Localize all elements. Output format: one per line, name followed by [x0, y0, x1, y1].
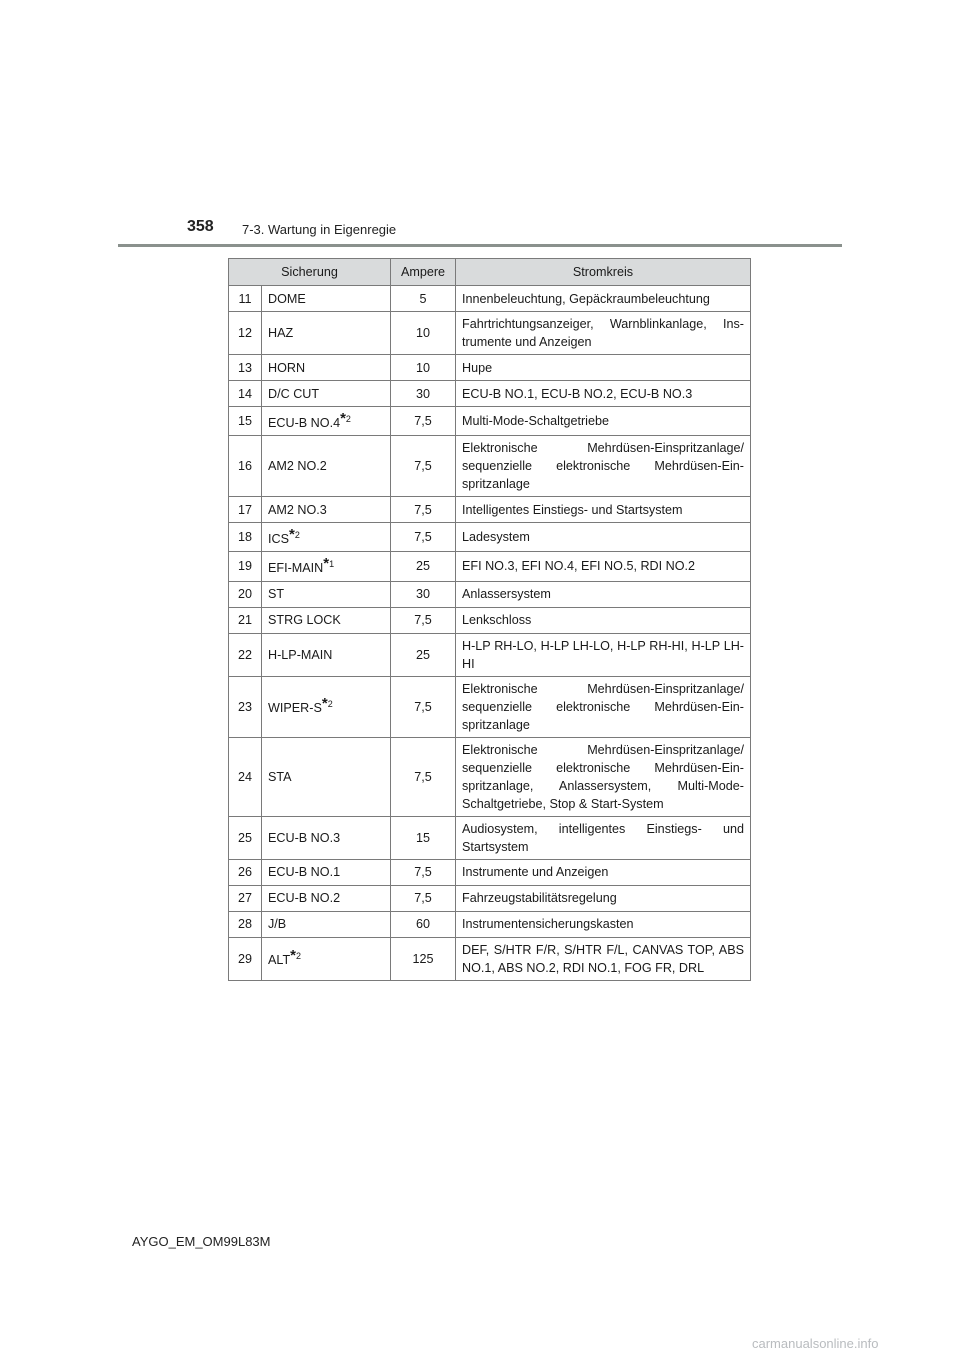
fuse-name: ECU-B NO.1	[268, 865, 341, 880]
fuse-number-cell: 14	[229, 381, 262, 407]
fuse-name-cell	[262, 286, 391, 312]
footnote-asterisk-icon: *	[321, 695, 328, 713]
fuse-number-cell: 20	[229, 581, 262, 607]
fuse-name-cell	[262, 859, 391, 885]
circuit-cell: Fahrzeugstabilitätsregelung	[456, 885, 751, 911]
table-row	[229, 312, 751, 355]
fuse-name-cell	[262, 552, 391, 581]
fuse-number-cell: 17	[229, 497, 262, 523]
circuit-cell: Instrumente und Anzeigen	[456, 859, 751, 885]
footnote-number: 2	[327, 699, 333, 710]
ampere-cell: 25	[391, 633, 456, 676]
fuse-name-cell	[262, 436, 391, 497]
circuit-cell: H-LP RH-LO, H-LP LH-LO, H-LP RH-HI, H-LP LH-HI	[456, 633, 751, 676]
ampere-cell: 30	[391, 381, 456, 407]
fuse-number-cell: 21	[229, 607, 262, 633]
fuse-name-cell	[262, 607, 391, 633]
header-rule	[118, 244, 842, 247]
fuse-name: AM2 NO.2	[268, 459, 327, 474]
fuse-name: ECU-B NO.4	[268, 416, 341, 431]
circuit-cell: Elektronische Mehrdüsen-Einspritzanlage/ sequenzielle elektronische Mehrdüsen-Ein-spritzanlage	[456, 676, 751, 737]
fuse-name: H-LP-MAIN	[268, 647, 333, 662]
fuse-name: DOME	[268, 291, 306, 306]
fuse-number-cell: 27	[229, 885, 262, 911]
ampere-cell: 7,5	[391, 859, 456, 885]
fuse-number-cell: 13	[229, 355, 262, 381]
table-row	[229, 737, 751, 816]
fuse-name-cell	[262, 581, 391, 607]
table-row	[229, 523, 751, 552]
footnote-number: 2	[296, 951, 302, 962]
fuse-name-cell	[262, 911, 391, 937]
circuit-cell: DEF, S/HTR F/R, S/HTR F/L, CANVAS TOP, ABS NO.1, ABS NO.2, RDI NO.1, FOG FR, DRL	[456, 937, 751, 980]
fuse-number-cell: 12	[229, 312, 262, 355]
footnote-asterisk-icon: *	[290, 947, 297, 965]
fuse-name-cell	[262, 633, 391, 676]
ampere-cell: 10	[391, 355, 456, 381]
fuse-name: ST	[268, 587, 285, 602]
fuse-name: STRG LOCK	[268, 613, 341, 628]
fuse-name: AM2 NO.3	[268, 502, 327, 517]
document-code: AYGO_EM_OM99L83M	[132, 1234, 271, 1249]
fuse-name-cell	[262, 407, 391, 436]
fuse-name-cell	[262, 816, 391, 859]
fuse-name: ECU-B NO.2	[268, 891, 341, 906]
fuse-table-body	[229, 286, 751, 981]
circuit-cell: Anlassersystem	[456, 581, 751, 607]
fuse-number-cell: 16	[229, 436, 262, 497]
table-row	[229, 911, 751, 937]
fuse-name-cell	[262, 523, 391, 552]
ampere-cell: 7,5	[391, 497, 456, 523]
circuit-cell: Hupe	[456, 355, 751, 381]
fuse-number-cell: 23	[229, 676, 262, 737]
table-row	[229, 497, 751, 523]
ampere-cell: 7,5	[391, 607, 456, 633]
ampere-cell: 15	[391, 816, 456, 859]
footnote-number: 1	[329, 559, 335, 570]
ampere-cell: 7,5	[391, 885, 456, 911]
fuse-name: J/B	[268, 917, 287, 932]
ampere-cell: 5	[391, 286, 456, 312]
circuit-cell: Lenkschloss	[456, 607, 751, 633]
ampere-cell: 7,5	[391, 676, 456, 737]
ampere-cell: 7,5	[391, 523, 456, 552]
fuse-number-cell: 18	[229, 523, 262, 552]
footnote-asterisk-icon: *	[340, 410, 346, 428]
fuse-number-cell: 24	[229, 737, 262, 816]
table-row	[229, 676, 751, 737]
circuit-cell: ECU-B NO.1, ECU-B NO.2, ECU-B NO.3	[456, 381, 751, 407]
circuit-cell: Elektronische Mehrdüsen-Einspritzanlage/ sequenzielle elektronische Mehrdüsen-Ein-spritzanlage	[456, 436, 751, 497]
table-row	[229, 633, 751, 676]
table-row	[229, 859, 751, 885]
section-title: 7-3. Wartung in Eigenregie	[242, 222, 397, 237]
fuse-number-cell: 11	[229, 286, 262, 312]
table-row	[229, 581, 751, 607]
fuse-name: HAZ	[268, 326, 294, 340]
ampere-cell: 7,5	[391, 737, 456, 816]
fuse-number-cell: 15	[229, 407, 262, 436]
fuse-name: HORN	[268, 360, 306, 375]
footnote-number: 2	[345, 414, 351, 424]
fuse-name: EFI-MAIN	[268, 561, 324, 576]
fuse-name: STA	[268, 769, 292, 784]
fuse-name-cell	[262, 885, 391, 911]
table-row	[229, 407, 751, 436]
ampere-cell: 10	[391, 312, 456, 355]
table-row	[229, 885, 751, 911]
column-header-ampere: Ampere	[391, 259, 456, 286]
fuse-number-cell: 22	[229, 633, 262, 676]
table-row	[229, 286, 751, 312]
circuit-cell: Intelligentes Einstiegs- und Startsystem	[456, 497, 751, 523]
fuse-table	[228, 258, 751, 981]
footnote-asterisk-icon: *	[323, 555, 330, 573]
footnote-number: 2	[294, 530, 300, 541]
fuse-name-cell	[262, 497, 391, 523]
table-row	[229, 816, 751, 859]
ampere-cell: 125	[391, 937, 456, 980]
fuse-name: WIPER-S	[268, 701, 322, 716]
page-number: 358	[187, 218, 214, 235]
table-row	[229, 607, 751, 633]
fuse-name-cell	[262, 381, 391, 407]
table-header-row	[229, 259, 751, 286]
fuse-name-cell	[262, 676, 391, 737]
circuit-cell: Instrumentensicherungskasten	[456, 911, 751, 937]
watermark: carmanualsonline.info	[752, 1336, 879, 1351]
footnote-asterisk-icon: *	[289, 526, 295, 544]
table-row	[229, 937, 751, 980]
ampere-cell: 7,5	[391, 407, 456, 436]
table-row	[229, 436, 751, 497]
circuit-cell: Innenbeleuchtung, Gepäckraumbeleuchtung	[456, 286, 751, 312]
ampere-cell: 60	[391, 911, 456, 937]
fuse-name: D/C CUT	[268, 386, 320, 401]
fuse-number-cell: 25	[229, 816, 262, 859]
fuse-name: ICS	[268, 532, 289, 547]
circuit-cell: EFI NO.3, EFI NO.4, EFI NO.5, RDI NO.2	[456, 552, 751, 581]
fuse-name-cell	[262, 937, 391, 980]
column-header-fuse: Sicherung	[229, 259, 391, 286]
circuit-cell: Elektronische Mehrdüsen-Einspritzanlage/ sequenzielle elektronische Mehrdüsen-Ein-spritzanlage, Anlassersystem, Multi-Mode-Schaltgetriebe, Stop & Start-System	[456, 737, 751, 816]
table-row	[229, 381, 751, 407]
fuse-number-cell: 19	[229, 552, 262, 581]
fuse-name: ECU-B NO.3	[268, 830, 341, 845]
column-header-circuit: Stromkreis	[456, 259, 751, 286]
table-row	[229, 552, 751, 581]
fuse-number-cell: 28	[229, 911, 262, 937]
ampere-cell: 7,5	[391, 436, 456, 497]
circuit-cell: Ladesystem	[456, 523, 751, 552]
fuse-number-cell: 29	[229, 937, 262, 980]
ampere-cell: 30	[391, 581, 456, 607]
fuse-name-cell	[262, 355, 391, 381]
table-row	[229, 355, 751, 381]
fuse-name: ALT	[268, 953, 291, 968]
circuit-cell: Fahrtrichtungsanzeiger, Warnblinkanlage, Ins-trumente und Anzeigen	[456, 312, 751, 355]
fuse-name-cell	[262, 312, 391, 355]
fuse-name-cell	[262, 737, 391, 816]
fuse-number-cell: 26	[229, 859, 262, 885]
circuit-cell: Multi-Mode-Schaltgetriebe	[456, 407, 751, 436]
ampere-cell: 25	[391, 552, 456, 581]
circuit-cell: Audiosystem, intelligentes Einstiegs- und Startsystem	[456, 816, 751, 859]
